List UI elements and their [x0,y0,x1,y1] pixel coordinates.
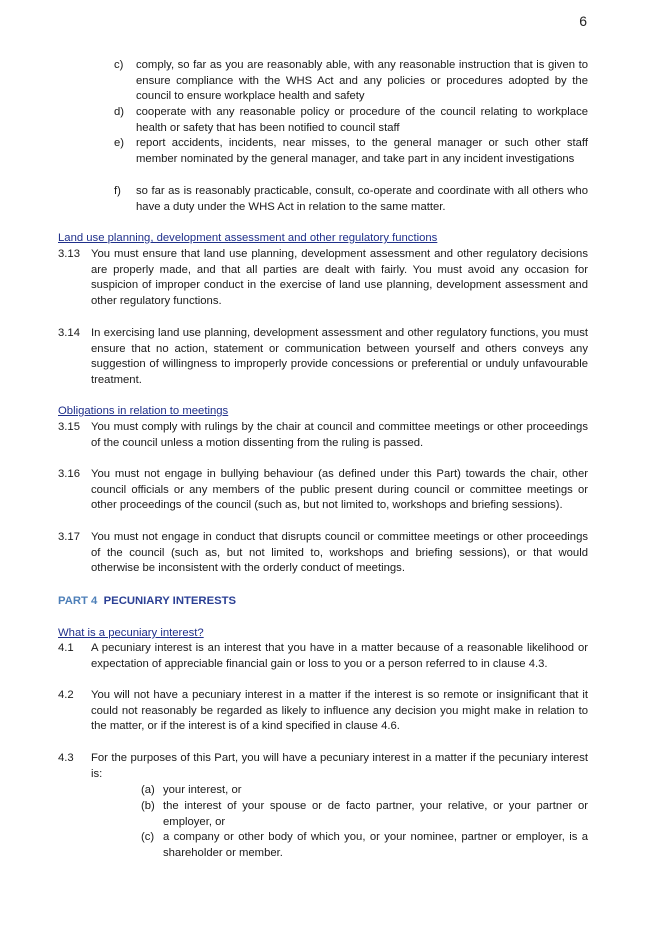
clause-text: You must not engage in conduct that disrupts council or committee meetings or other proceedings of the council (such as, but not limited to, workshops and briefing sessions), or that would otherwise be inconsistent with the orderly conduct of meetings. [91,531,588,575]
clause-3-15 [58,420,588,451]
clause-3-16 [58,467,588,514]
clause-text: You will not have a pecuniary interest in a matter if the interest is so remote or insignificant that it could not reasonably be regarded as likely to influence any decision you might make in relation to the matter, or if the interest is of a kind specified in clause 4.6. [91,689,588,733]
clause-4-3 [58,751,588,782]
part-number: PART 4 [58,595,98,607]
clause-number: 3.16 [58,468,80,480]
clause-number: 4.3 [58,752,74,764]
section-heading-meetings: Obligations in relation to meetings [58,405,229,417]
list-label: d) [114,106,125,118]
sublist-label: (c) [141,831,155,843]
list-item-d [114,105,588,136]
clause-number: 4.2 [58,689,74,701]
sublist-label: (b) [141,800,155,812]
list-label: f) [114,185,121,197]
list-item-f [114,184,588,215]
clause-text: You must ensure that land use planning, development assessment and other regulatory decisions are properly made, and that all parties are dealt with fairly. You must avoid any occasion for suspicion of improper conduct in the exercise of land use planning, development assessment and other regulatory functions. [91,248,588,307]
clause-3-17 [58,530,588,577]
list-label: c) [114,59,124,71]
clause-4-2 [58,688,588,735]
clause-text: In exercising land use planning, development assessment and other regulatory functions, you must ensure that no action, statement or communication between yourself and others conveys any suggestion of willingness to improperly provide concessions or preferential or unduly unfavourable treatment. [91,327,588,386]
sublist-text: a company or other body of which you, or your nominee, partner or employer, is a shareholder or member. [163,831,588,859]
clause-number: 3.13 [58,248,80,260]
clause-text: A pecuniary interest is an interest that you have in a matter because of a reasonable likelihood or expectation of appreciable financial gain or loss to you or a person referred to in clause 4.3. [91,642,588,670]
list-label: e) [114,137,125,149]
section-heading-land-use: Land use planning, development assessment and other regulatory functions [58,232,438,244]
sublist-label: (a) [141,784,155,796]
clause-number: 4.1 [58,642,74,654]
list-text: comply, so far as you are reasonably able, with any reasonable instruction that is given to ensure compliance with the WHS Act and any policies or procedures adopted by the council to ensure workplace health and safety [136,59,588,103]
list-text: so far as is reasonably practicable, consult, co-operate and coordinate with all others who have a duty under the WHS Act in relation to the same matter. [136,185,588,213]
clause-number: 3.17 [58,531,80,543]
clause-text: You must not engage in bullying behaviour (as defined under this Part) towards the chair, other council officials or any members of the public present during council or committee meetings or other proceedings of the council (such as, but not limited to, workshops and briefing sessions). [91,468,588,512]
section-heading-pecuniary: What is a pecuniary interest? [58,627,204,639]
sublist-text: the interest of your spouse or de facto partner, your relative, or your partner or employer, or [163,800,588,828]
clause-number: 3.14 [58,327,80,339]
part-title: PECUNIARY INTERESTS [103,595,237,607]
part-heading [58,594,236,610]
list-item-e [114,136,588,167]
clause-text: For the purposes of this Part, you will have a pecuniary interest in a matter if the pecuniary interest is: [91,752,588,780]
list-item-c [114,58,588,105]
sublist-item-c [141,830,588,861]
list-text: cooperate with any reasonable policy or procedure of the council relating to workplace health or safety that has been notified to council staff [136,106,588,134]
clause-text: You must comply with rulings by the chair at council and committee meetings or other proceedings of the council unless a motion dissenting from the ruling is passed. [91,421,588,449]
sublist-text: your interest, or [163,784,242,796]
page-number: 6 [579,13,587,29]
clause-3-14 [58,326,588,388]
clause-3-13 [58,247,588,309]
clause-4-1 [58,641,588,672]
sublist-item-b [141,799,588,830]
sublist-item-a [141,783,588,799]
list-text: report accidents, incidents, near misses, to the general manager or such other staff member nominated by the general manager, and take part in any incident investigations [136,137,588,165]
clause-number: 3.15 [58,421,80,433]
